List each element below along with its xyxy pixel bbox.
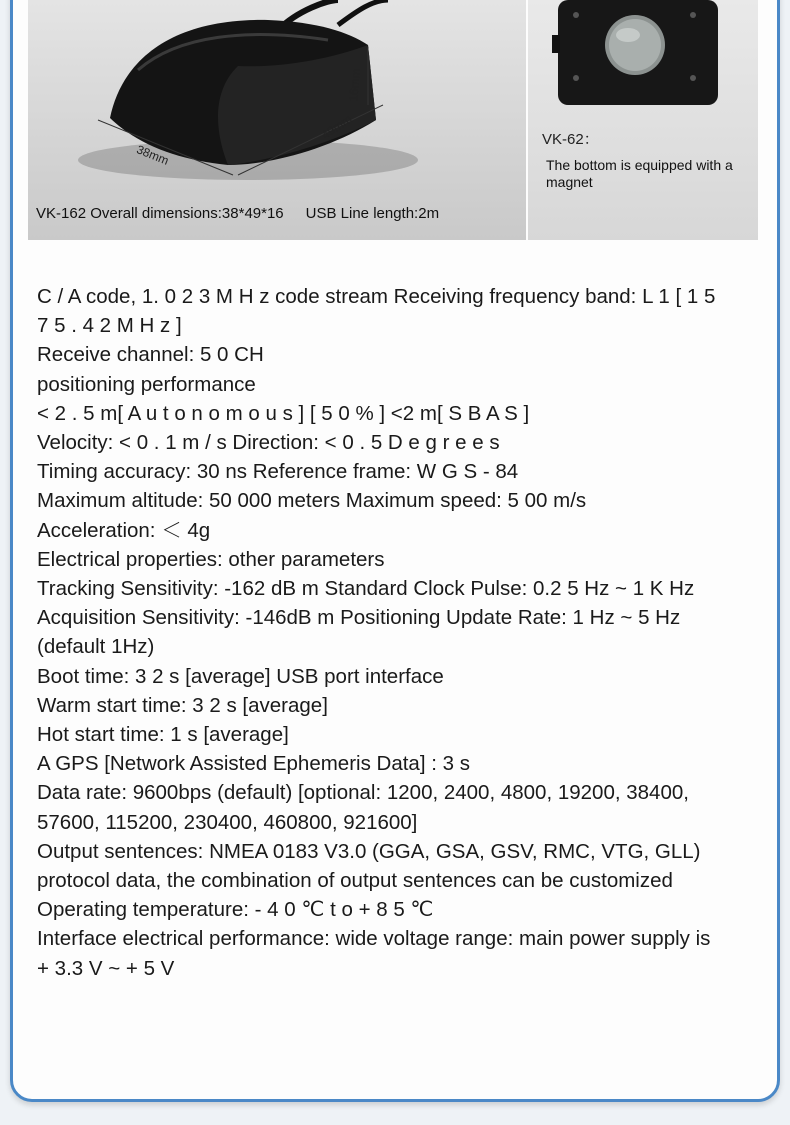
spec-line: Maximum altitude: 50 000 meters Maximum speed: 5 00 m/s (37, 489, 587, 513)
spec-line: Operating temperature: - 4 0 ℃ t o + 8 5 ℃ (37, 898, 434, 922)
spec-line: Acceleration: ＜ 4g (37, 518, 211, 542)
spec-line: Acquisition Sensitivity: -146dB m Positioning Update Rate: 1 Hz ~ 5 Hz (default 1Hz) (37, 606, 681, 659)
spec-line: Electrical properties: other parameters (37, 547, 385, 571)
dimension-height-label: 16mm (346, 67, 364, 103)
spec-line: Warm start time: 3 2 s [average] (37, 693, 328, 717)
magnet-bottom-illustration (528, 0, 758, 240)
spec-line: Hot start time: 1 s [average] (37, 723, 289, 747)
spec-line: Interface electrical performance: wide voltage range: main power supply is + 3.3 V ~ + 5 V (37, 927, 711, 980)
spec-line: Output sentences: NMEA 0183 V3.0 (GGA, GSA, GSV, RMC, VTG, GLL) protocol data, the combination of output sentences can be customized (37, 839, 701, 893)
spec-line: Timing accuracy: 30 ns Reference frame: W G S - 84 (37, 460, 519, 484)
caption-cable-length: USB Line length:2m (305, 205, 440, 222)
vk62-label: VK-62： (542, 131, 599, 148)
spec-line: C / A code, 1. 0 2 3 M H z code stream Receiving frequency band: L 1 [ 1 5 7 5 . 4 2 M H z ] (37, 285, 716, 338)
magnet-bottom-photo (528, 0, 758, 240)
caption-dimensions: VK-162 Overall dimensions:38*49*16 (36, 205, 284, 222)
gps-receiver-illustration (28, 0, 526, 240)
magnet-note: The bottom is equipped with a magnet (546, 157, 733, 190)
spec-line: positioning performance (37, 372, 256, 396)
spec-line: < 2 . 5 m[ A u t o n o m o u s ] [ 5 0 % ] <2 m[ S B A S ] (37, 401, 530, 425)
spec-line: Boot time: 3 2 s [average] USB port interface (37, 664, 444, 688)
dimension-caption (36, 205, 439, 222)
dimension-depth-label: 49mm (318, 111, 355, 143)
spec-line: Tracking Sensitivity: -162 dB m Standard Clock Pulse: 0.2 5 Hz ~ 1 K Hz (37, 577, 695, 601)
spec-line: Receive channel: 5 0 CH (37, 343, 264, 367)
spec-line: Data rate: 9600bps (default) [optional: 1200, 2400, 4800, 19200, 38400, 57600, 115200, 230400, 460800, 921600] (37, 781, 689, 834)
spec-line: A GPS [Network Assisted Ephemeris Data] : 3 s (37, 752, 470, 776)
specifications-list (37, 282, 727, 983)
product-dimension-photo (28, 0, 526, 240)
spec-line: Velocity: < 0 . 1 m / s Direction: < 0 . 5 D e g r e e s (37, 431, 500, 455)
dimension-width-label: 38mm (134, 142, 171, 168)
